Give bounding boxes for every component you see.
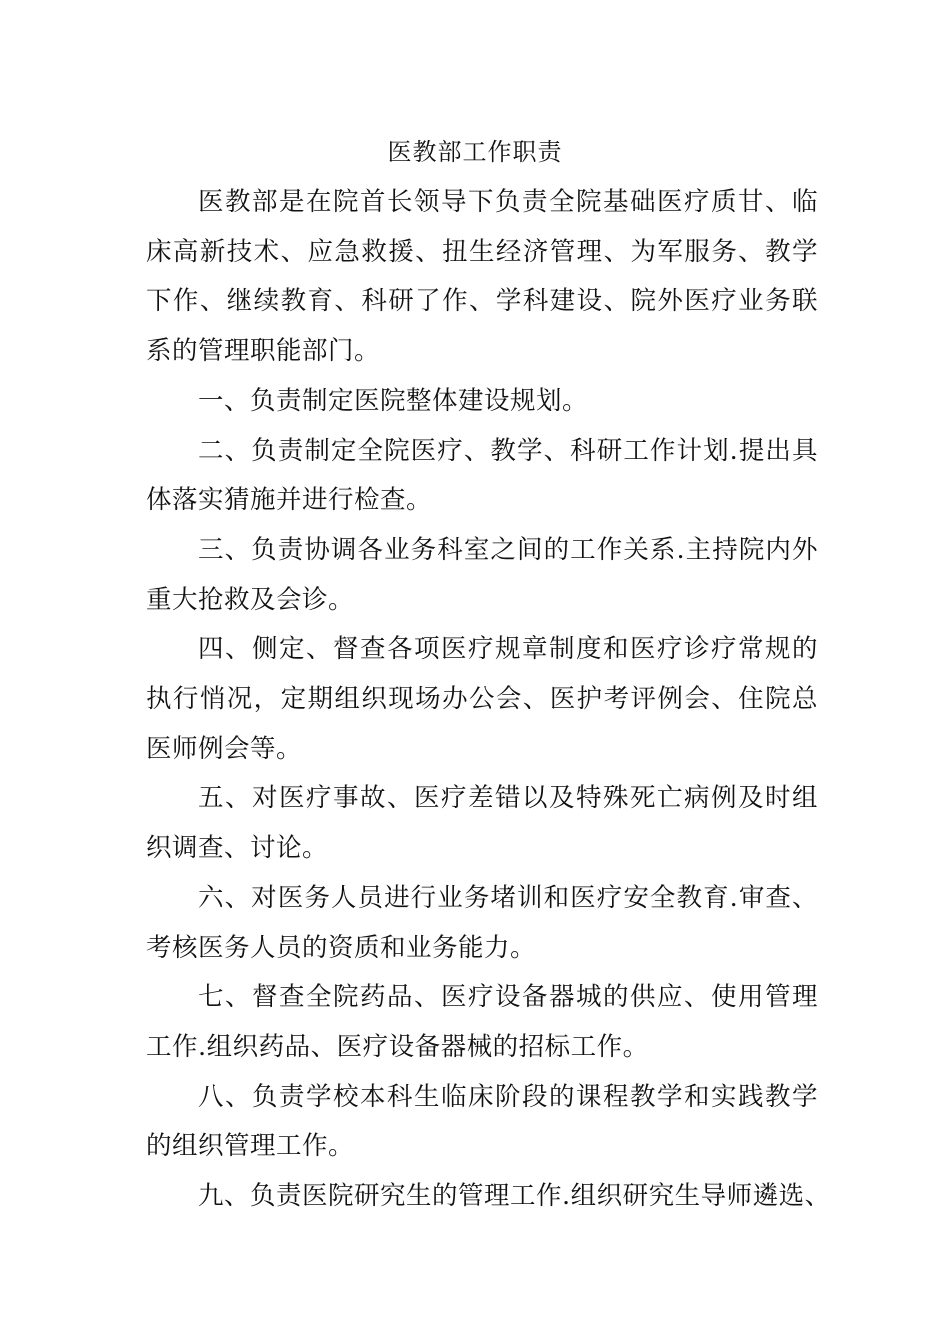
duty-item-2: 二、负责制定全院医疗、教学、科研工作计划.提出具体落实猜施并进行检查。 bbox=[146, 435, 818, 516]
duty-item-6: 六、对医务人员进行业务堵训和医疗安全教育.审查、考核医务人员的资质和业务能力。 bbox=[146, 882, 818, 963]
duty-item-1: 一、负责制定医院整体建设规划。 bbox=[198, 385, 589, 416]
document-title: 医教部工作职责 bbox=[387, 138, 563, 166]
document-body bbox=[146, 178, 831, 1222]
duty-item-4: 四、侧定、督查各项医疗规章制度和医疗诊疗常规的执行悄况，定期组织现场办公会、医护考评例会、住院总医师例会等。 bbox=[146, 634, 818, 764]
duty-item-3: 三、负责协调各业务科室之间的工作关系.主持院内外重大抢救及会诊。 bbox=[146, 534, 818, 615]
intro-paragraph: 医教部是在院首长领导下负责全院基础医疗质甘、临床高新技术、应急救援、扭生经济管理、为军服务、教学下作、继续教育、科研了作、学科建设、院外医疗业务联系的管理职能部门。 bbox=[146, 187, 818, 367]
duty-item-9: 九、负责医院研究生的管理工作.组织研究生导师遴选、 bbox=[198, 1181, 831, 1212]
duty-item-5: 五、对医疗事故、医疗差错以及特殊死亡病例及时组织调查、讨论。 bbox=[146, 783, 818, 864]
duty-item-8: 八、负责学校本科生临床阶段的课程教学和实践教学的组织管理工作。 bbox=[146, 1081, 818, 1162]
duty-item-7: 七、督查全院药品、医疗设备器城的供应、使用管理工作.组织药品、医疗设备器械的招标工作。 bbox=[146, 982, 818, 1062]
